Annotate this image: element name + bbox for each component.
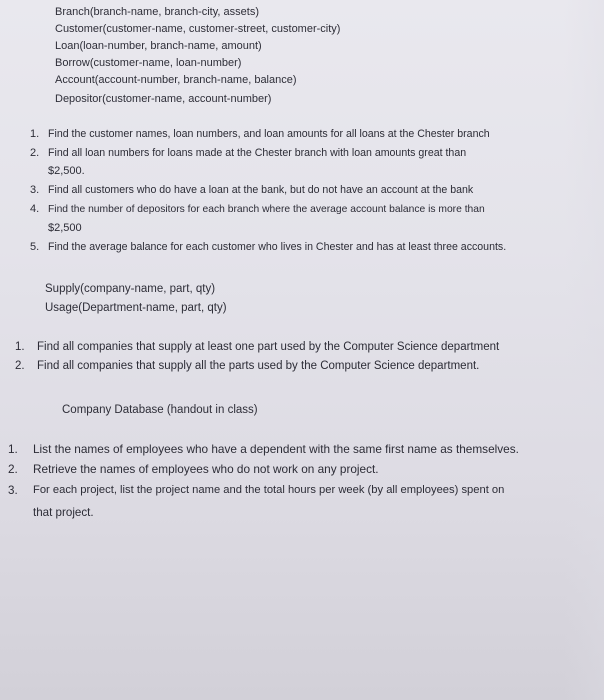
item-text: Find the number of depositors for each branch where the average account balance is more than bbox=[48, 204, 485, 215]
item-number: 3. bbox=[30, 184, 40, 196]
item-text: Find all customers who do have a loan at the bank, but do not have an account at the bank bbox=[48, 184, 474, 196]
item-number: 1. bbox=[15, 341, 25, 353]
schema-depositor: Depositor(customer-name, account-number) bbox=[55, 93, 272, 105]
schema-account: Account(account-number, branch-name, balance) bbox=[55, 74, 297, 86]
item-number: 2. bbox=[15, 360, 25, 372]
item-text: Retrieve the names of employees who do not work on any project. bbox=[33, 462, 379, 476]
item-text: Find all companies that supply all the parts used by the Computer Science department. bbox=[37, 360, 480, 372]
schema-borrow: Borrow(customer-name, loan-number) bbox=[55, 57, 242, 69]
item-number: 5. bbox=[30, 241, 40, 253]
section-heading: Company Database (handout in class) bbox=[62, 404, 258, 416]
item-number: 4. bbox=[30, 203, 40, 215]
item-text-continued: that project. bbox=[33, 506, 94, 519]
item-number: 1. bbox=[8, 442, 18, 456]
item-text: Find the customer names, loan numbers, and loan amounts for all loans at the Chester branch bbox=[48, 128, 490, 140]
item-text-continued: $2,500 bbox=[48, 222, 82, 234]
item-text: List the names of employees who have a dependent with the same first name as themselves. bbox=[33, 442, 519, 456]
item-text: Find all companies that supply at least one part used by the Computer Science department bbox=[37, 341, 500, 353]
item-number: 1. bbox=[30, 128, 40, 140]
schema-usage: Usage(Department-name, part, qty) bbox=[45, 302, 227, 314]
schema-supply: Supply(company-name, part, qty) bbox=[45, 283, 216, 295]
schema-customer: Customer(customer-name, customer-street, customer-city) bbox=[55, 23, 341, 35]
item-number: 2. bbox=[8, 462, 18, 476]
item-text: Find all loan numbers for loans made at the Chester branch with loan amounts great than bbox=[48, 147, 467, 159]
item-number: 3. bbox=[8, 484, 18, 497]
schema-branch: Branch(branch-name, branch-city, assets) bbox=[55, 6, 259, 18]
schema-loan: Loan(loan-number, branch-name, amount) bbox=[55, 40, 262, 52]
item-text: Find the average balance for each customer who lives in Chester and has at least three accounts. bbox=[48, 241, 507, 253]
item-number: 2. bbox=[30, 147, 40, 159]
item-text-continued: $2,500. bbox=[48, 165, 85, 177]
photo-shading bbox=[564, 0, 604, 700]
item-text: For each project, list the project name and the total hours per week (by all employees) spent on bbox=[33, 484, 505, 496]
